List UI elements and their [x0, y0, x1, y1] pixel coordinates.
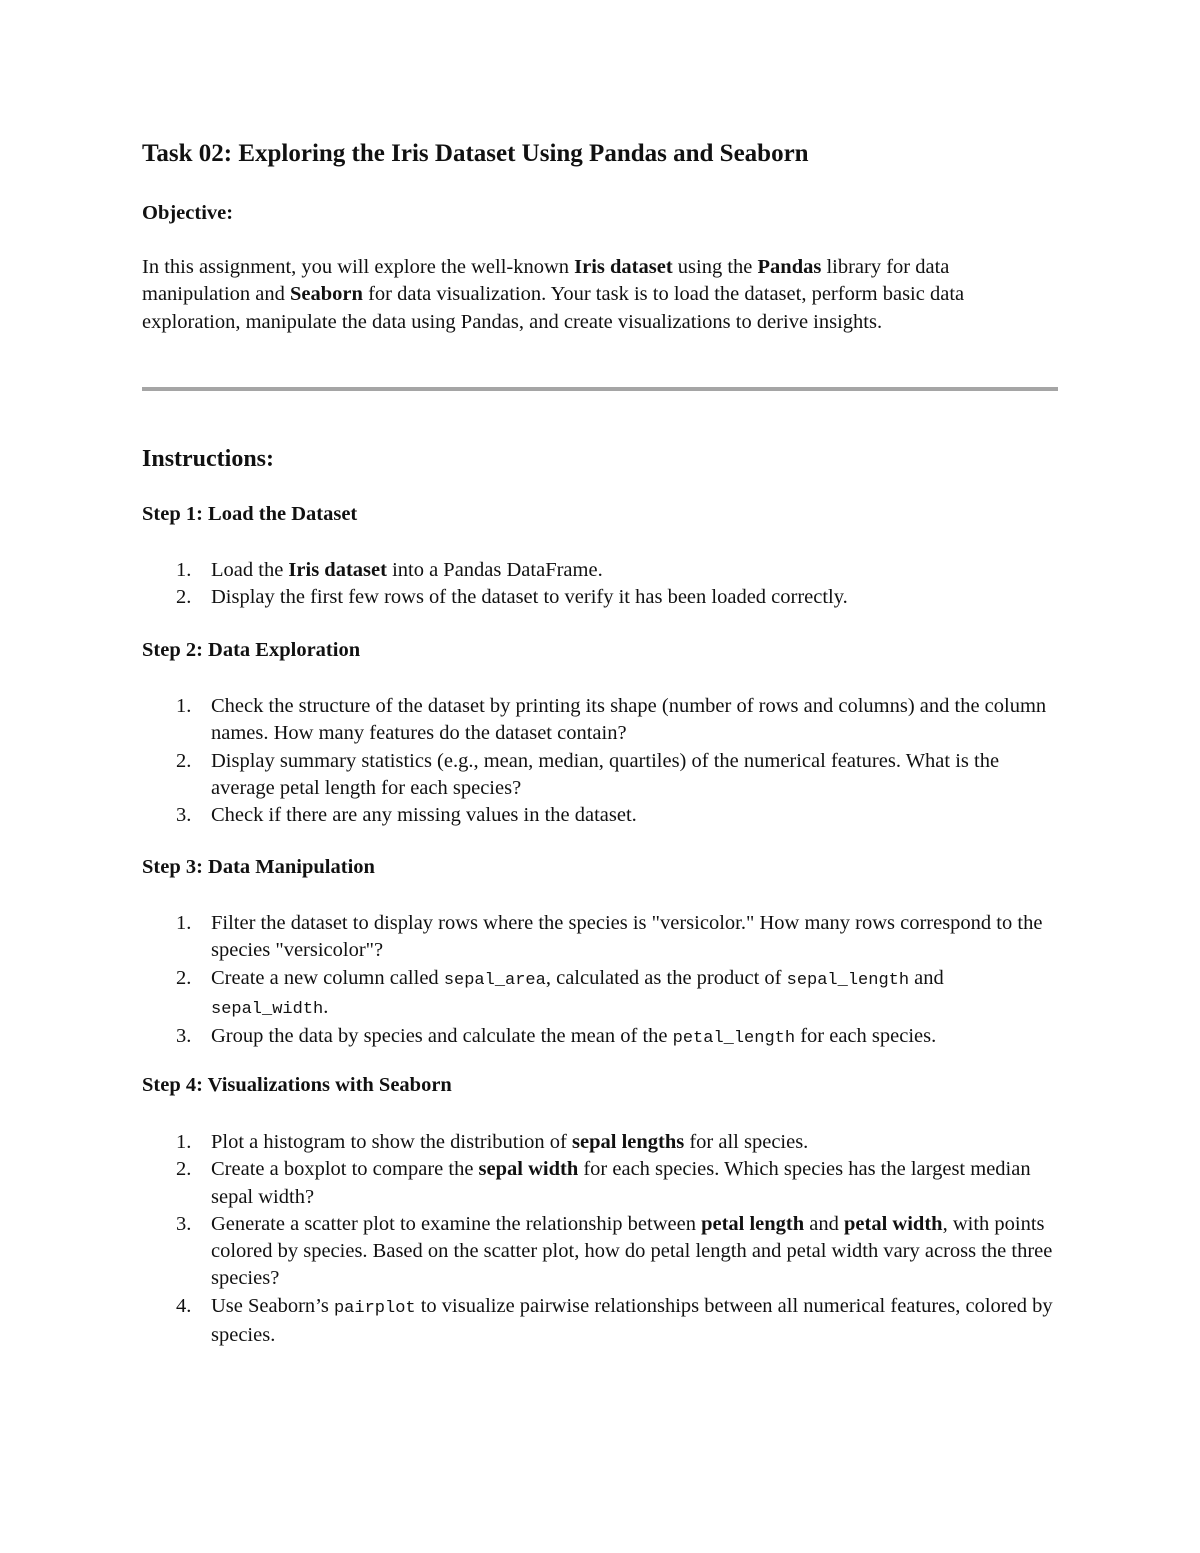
list-item: [142, 1293, 1058, 1350]
step-3-heading: Step 3: Data Manipulation: [142, 856, 375, 878]
item-text: .: [323, 995, 329, 1018]
item-text: Group the data by species and calculate the mean of the: [211, 1025, 673, 1048]
document-title: Task 02: Exploring the Iris Dataset Using Pandas and Seaborn: [142, 140, 809, 167]
objective-paragraph: [142, 254, 1058, 336]
item-bold: sepal lengths: [572, 1131, 685, 1153]
step-1-list: [142, 557, 1058, 612]
list-item: [142, 748, 1058, 803]
step-4-heading: Step 4: Visualizations with Seaborn: [142, 1074, 452, 1096]
item-text: Use Seaborn’s: [211, 1294, 334, 1317]
list-number: 2.: [176, 966, 192, 989]
inline-code: petal_length: [672, 1029, 796, 1049]
list-number: 3.: [176, 1025, 192, 1048]
list-number: 1.: [176, 559, 192, 581]
item-text: and: [804, 1212, 845, 1235]
list-item: [142, 584, 1058, 611]
item-text: , calculated as the product of: [545, 966, 787, 989]
list-number: 1.: [176, 695, 192, 717]
item-text: for all species.: [684, 1131, 809, 1153]
list-item: [142, 1129, 1058, 1156]
instructions-heading: Instructions:: [142, 446, 275, 472]
item-text: Display the first few rows of the dataset to verify it has been loaded correctly.: [211, 586, 848, 609]
list-item: [142, 1023, 1058, 1052]
item-text: Load the: [211, 559, 289, 581]
list-number: 2.: [176, 749, 192, 772]
list-item: [142, 1211, 1058, 1293]
item-text: Display summary statistics (e.g., mean, median, quartiles) of the numerical features. What is the average petal length for each species?: [211, 749, 1000, 799]
item-bold: sepal width: [478, 1158, 579, 1181]
intro-text: library for data manipulation and: [142, 256, 950, 306]
intro-bold-pandas: Pandas: [757, 256, 822, 278]
list-item: [142, 1156, 1058, 1211]
intro-bold-seaborn: Seaborn: [290, 283, 363, 306]
list-item: [142, 802, 1058, 829]
inline-code: sepal_length: [786, 970, 910, 990]
intro-text: In this assignment, you will explore the well-known: [142, 256, 575, 278]
item-text: to visualize pairwise relationships between all numerical features, colored by species.: [211, 1294, 1053, 1347]
item-bold: petal width: [844, 1212, 943, 1235]
list-item: [142, 965, 1058, 1024]
item-text: Filter the dataset to display rows where the species is "versicolor." How many rows correspond to the species "versicolor"?: [211, 912, 1043, 962]
intro-text: using the: [672, 256, 758, 278]
item-text: Plot a histogram to show the distribution of: [211, 1131, 573, 1153]
list-number: 1.: [176, 1131, 192, 1153]
list-item: [142, 910, 1058, 965]
intro-bold-iris: Iris dataset: [574, 256, 673, 278]
item-bold: petal length: [701, 1212, 805, 1235]
step-2-heading: Step 2: Data Exploration: [142, 639, 361, 661]
item-text: Create a boxplot to compare the: [211, 1158, 479, 1181]
list-number: 4.: [176, 1294, 192, 1317]
inline-code: sepal_width: [211, 999, 324, 1019]
item-text: for each species.: [795, 1025, 937, 1048]
list-number: 1.: [176, 912, 192, 934]
list-number: 2.: [176, 1158, 192, 1181]
list-number: 2.: [176, 586, 192, 609]
item-text: into a Pandas DataFrame.: [386, 559, 603, 581]
inline-code: pairplot: [333, 1298, 416, 1318]
intro-text: for data visualization. Your task is to load the dataset, perform basic data exploration, manipulate the data using Pandas, and create visualizations to derive insights.: [142, 283, 965, 333]
item-text: Check if there are any missing values in the dataset.: [211, 804, 637, 827]
list-item: [142, 693, 1058, 748]
list-number: 3.: [176, 1212, 192, 1235]
list-number: 3.: [176, 804, 192, 827]
item-text: Create a new column called: [211, 966, 444, 989]
inline-code: sepal_area: [443, 970, 546, 990]
step-4-list: [142, 1129, 1058, 1349]
item-text: , with points colored by species. Based on the scatter plot, how do petal length and petal width vary across the three species?: [211, 1212, 1053, 1290]
list-item: [142, 557, 1058, 584]
item-bold: Iris dataset: [288, 559, 387, 581]
item-text: and: [909, 966, 944, 989]
horizontal-divider: [142, 387, 1058, 391]
item-text: Generate a scatter plot to examine the relationship between: [211, 1212, 702, 1235]
step-1-heading: Step 1: Load the Dataset: [142, 503, 358, 525]
item-text: Check the structure of the dataset by printing its shape (number of rows and columns) and the column names. How many features do the dataset contain?: [211, 695, 1047, 745]
objective-heading: Objective:: [142, 202, 234, 224]
step-2-list: [142, 693, 1058, 829]
step-3-list: [142, 910, 1058, 1052]
item-text: for each species. Which species has the largest median sepal width?: [211, 1158, 1031, 1208]
